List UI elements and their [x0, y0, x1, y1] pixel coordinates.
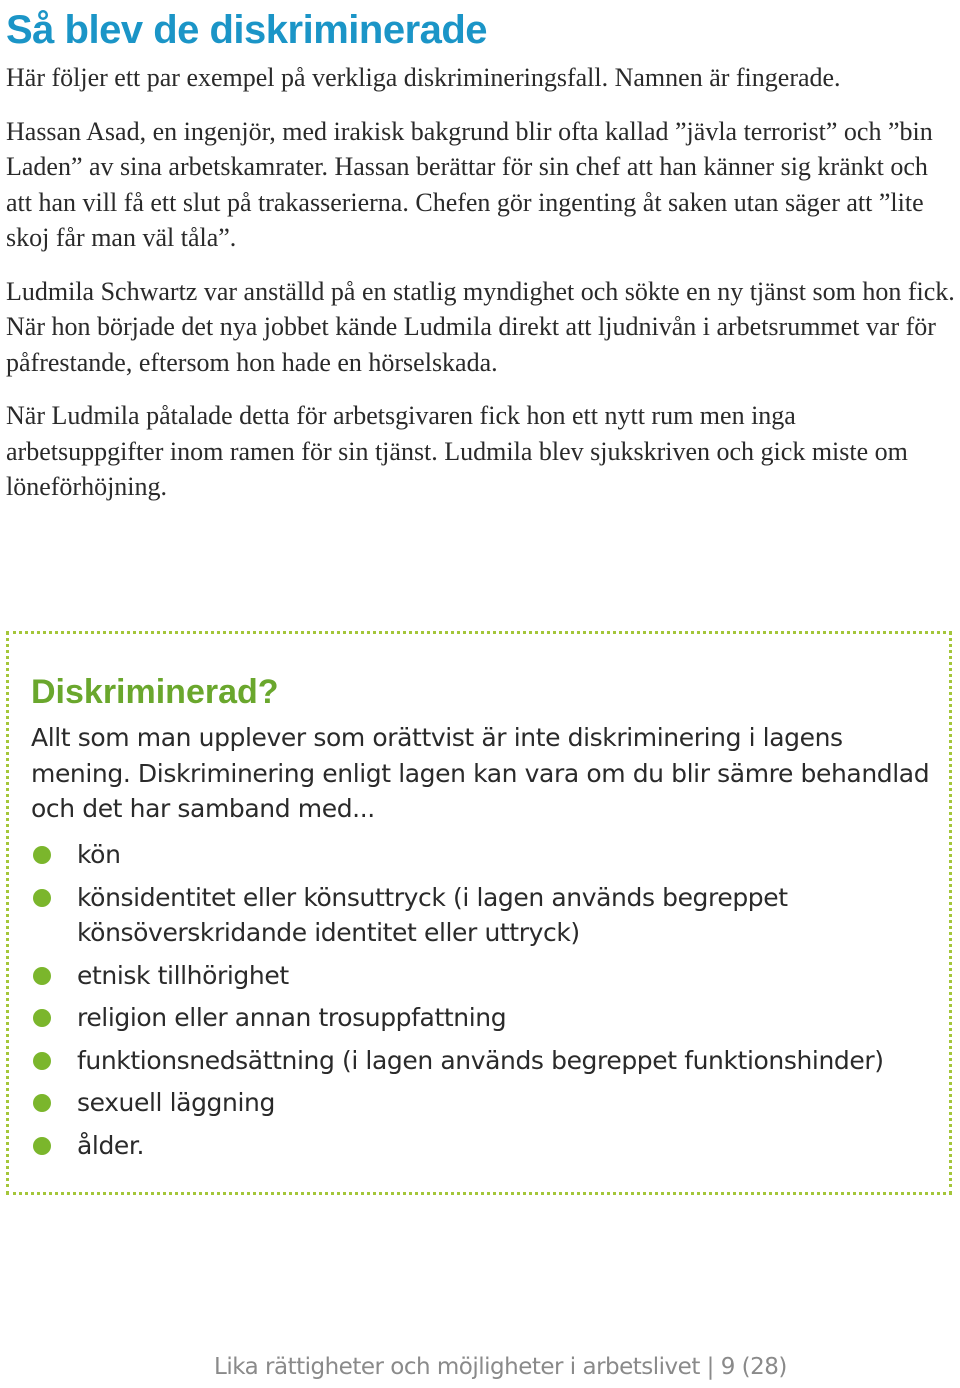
list-item — [31, 958, 931, 994]
list-item — [31, 880, 931, 951]
bullet-icon — [33, 967, 51, 985]
list-item-text: sexuell läggning — [77, 1088, 275, 1117]
page-footer: Lika rättigheter och möjligheter i arbetslivet | 9 (28) — [214, 1354, 787, 1380]
list-item-text: kön — [77, 840, 121, 869]
intro-paragraph: Här följer ett par exempel på verkliga diskrimineringsfall. Namnen är fingerade. — [6, 63, 841, 92]
info-box-heading: Diskriminerad? — [31, 673, 279, 711]
discrimination-info-box — [6, 631, 952, 1195]
list-item — [31, 1128, 931, 1164]
discrimination-grounds-list — [31, 837, 931, 1170]
list-item — [31, 1043, 931, 1079]
list-item-text: religion eller annan trosuppfattning — [77, 1003, 507, 1032]
case-ludmila-paragraph: Ludmila Schwartz var anställd på en statlig myndighet och sökte en ny tjänst som hon fick. När hon började det nya jobbet kände Ludmila direkt att ljudnivån i arbetsrummet var för påfrestande, eftersom hon hade en hörselskada. — [6, 276, 955, 377]
page-title: Så blev de diskriminerade — [6, 8, 488, 52]
case-ludmila-followup-paragraph: När Ludmila påtalade detta för arbetsgivaren fick hon ett nytt rum men inga arbetsuppgifter inom ramen för sin tjänst. Ludmila blev sjukskriven och gick miste om löneförhöjning. — [6, 401, 908, 501]
bullet-icon — [33, 1137, 51, 1155]
list-item — [31, 1000, 931, 1036]
bullet-icon — [33, 846, 51, 864]
info-box-intro: Allt som man upplever som orättvist är inte diskriminering i lagens mening. Diskriminering enligt lagen kan vara om du blir sämre behandlad och det har samband med... — [31, 723, 930, 823]
list-item-text: funktionsnedsättning (i lagen används begreppet funktionshinder) — [77, 1045, 884, 1075]
bullet-icon — [33, 1009, 51, 1027]
list-item-text: ålder. — [77, 1130, 145, 1160]
list-item — [31, 837, 931, 873]
list-item — [31, 1085, 931, 1121]
bullet-icon — [33, 889, 51, 907]
list-item-text: etnisk tillhörighet — [77, 960, 289, 990]
case-hassan-paragraph: Hassan Asad, en ingenjör, med irakisk bakgrund blir ofta kallad ”jävla terrorist” och ”bin Laden” av sina arbetskamrater. Hassan berättar för sin chef att han känner sig kränkt och att han vill få ett slut på trakasserierna. Chefen gör ingenting åt saken utan säger att ”lite skoj får man väl tåla”. — [6, 116, 933, 252]
bullet-icon — [33, 1094, 51, 1112]
article-body — [6, 60, 956, 523]
bullet-icon — [33, 1052, 51, 1070]
list-item-text: könsidentitet eller könsuttryck (i lagen används begreppet könsöverskridande identitet eller uttryck) — [77, 882, 788, 947]
